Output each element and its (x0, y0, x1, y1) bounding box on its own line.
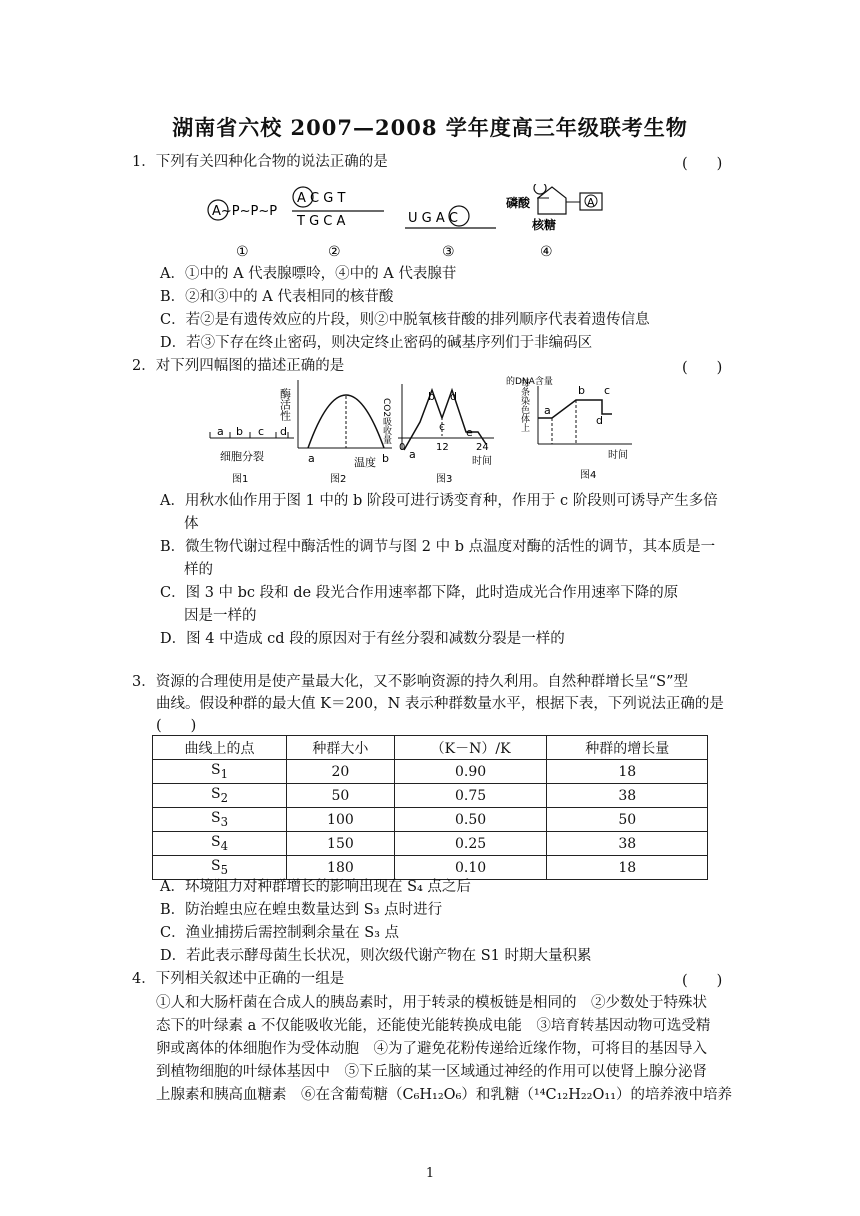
rna-strand: U G A C (408, 211, 458, 226)
dna-top-strand: A C G T (297, 191, 346, 206)
q1-option-c: C．若②是有遗传效应的片段，则②中脱氧核苷酸的排列顺序代表着遗传信息 (160, 312, 650, 328)
f3-point-d: d (450, 390, 457, 403)
q4-line-4: 到植物细胞的叶绿体基因中 ⑤下丘脑的某一区域通过神经的作用可以使肾上腺分泌肾 (156, 1064, 707, 1080)
q2-option-b-line2: 样的 (184, 562, 213, 578)
f4-point-d: d (596, 414, 603, 427)
table-cell-growth: 38 (547, 832, 708, 856)
figure-number-4: ④ (540, 244, 553, 260)
q4-line-5: 上腺素和胰高血糖素 ⑥在含葡萄糖（C₆H₁₂O₆）和乳糖（¹⁴C₁₂H₂₂O₁₁）的培养液中培养 (156, 1087, 733, 1103)
table-row (153, 808, 708, 832)
table-cell-growth: 38 (547, 784, 708, 808)
table-cell-point: $S_1$ (153, 760, 287, 784)
table-cell-ratio: 0.10 (394, 856, 547, 880)
table-row (153, 760, 708, 784)
q3-option-d: D．若此表示酵母菌生长状况，则次级代谢产物在 S1 时期大量积累 (160, 948, 592, 964)
f1-caption: 图1 (232, 474, 249, 485)
figure-number-2: ② (328, 244, 341, 260)
f4-point-c: c (604, 384, 611, 397)
figure-number-3: ③ (442, 244, 455, 260)
q1-option-b: B．②和③中的 A 代表相同的核苷酸 (160, 289, 394, 305)
f3-tick-24: 24 (476, 442, 489, 453)
table-cell-ratio: 0.25 (394, 832, 547, 856)
q4-stem: 4．下列相关叙述中正确的一组是 (132, 971, 345, 987)
q3-option-b: B．防治蝗虫应在蝗虫数量达到 S₃ 点时进行 (160, 902, 443, 918)
table-row (153, 832, 708, 856)
page-title: 湖南省六校 2007—2008 学年度高三年级联考生物 (172, 115, 688, 140)
table-header: 种群的增长量 (547, 736, 708, 760)
f1-label-d: d (280, 425, 287, 438)
figure-rna (405, 206, 496, 228)
f4-xlabel: 时间 (608, 450, 628, 461)
q2-answer-paren: ( ) (682, 360, 723, 376)
nucleotide-base: A (587, 196, 595, 209)
f3-point-c: c (439, 420, 446, 433)
q3-answer-paren: ( ) (156, 718, 197, 734)
q1-answer-paren: ( ) (682, 156, 723, 172)
f1-label-a: a (217, 425, 224, 438)
q1-stem: 1．下列有关四种化合物的说法正确的是 (132, 154, 388, 170)
f4-caption: 图4 (580, 470, 597, 481)
table-cell-ratio: 0.90 (394, 760, 547, 784)
table-header: 曲线上的点 (153, 736, 287, 760)
q4-answer-paren: ( ) (682, 973, 723, 989)
table-cell-point: $S_5$ (153, 856, 287, 880)
f3-tick-0: 0 (399, 442, 406, 453)
q1-molecule-figure (200, 184, 620, 260)
q2-figures (196, 372, 636, 488)
phosphate-label: 磷酸 (506, 196, 531, 210)
page-number: 1 (425, 1166, 435, 1181)
f3-ylabel: CO2吸收量 (381, 398, 391, 445)
f3-caption: 图3 (436, 474, 453, 485)
table-header: （K－N）/K (394, 736, 547, 760)
f2-point-a: a (308, 452, 315, 465)
figure-2 (279, 380, 393, 485)
table-cell-size: 100 (287, 808, 395, 832)
figure-1 (210, 425, 294, 485)
q4-line-3: 卵或离体的体细胞作为受体动胞 ④为了避免花粉传递给近缘作物，可将目的基因导入 (156, 1041, 707, 1057)
f2-ylabel: 酶活性 (278, 388, 292, 421)
figure-3 (381, 384, 494, 485)
f4-ylabel-dna: 的DNA含量 (506, 377, 553, 387)
q4-line-1: ①人和大肠杆菌在合成人的胰岛素时，用于转录的模板链是相同的 ②少数处于特殊状 (156, 995, 707, 1011)
q2-option-a-line1: A．用秋水仙作用于图 1 中的 b 阶段可进行诱变育种，作用于 c 阶段则可诱导产生多倍 (160, 493, 718, 509)
q1-option-d: D．若③下存在终止密码，则决定终止密码的碱基序列们于非编码区 (160, 335, 593, 351)
q4-line-2: 态下的叶绿素 a 不仅能吸收光能，还能使光能转换成电能 ③培育转基因动物可选受精 (156, 1018, 711, 1034)
f3-point-b: b (428, 390, 435, 403)
q3-stem-line2: 曲线。假设种群的最大值 K＝200，N 表示种群数量水平，根据下表，下列说法正确的是 (156, 696, 724, 712)
table-cell-growth: 50 (547, 808, 708, 832)
f1-xlabel: 细胞分裂 (220, 450, 264, 463)
f3-point-e: e (466, 426, 473, 439)
dna-bottom-strand: T G C A (297, 214, 346, 229)
table-row (153, 856, 708, 880)
q2-stem: 2．对下列四幅图的描述正确的是 (132, 358, 345, 374)
atp-text: A~P~P~P (212, 204, 278, 219)
f3-point-a: a (409, 448, 416, 461)
table-cell-size: 50 (287, 784, 395, 808)
table-cell-growth: 18 (547, 760, 708, 784)
f3-xlabel: 时间 (472, 456, 492, 467)
f1-label-c: c (258, 425, 265, 438)
sugar-label: 核糖 (532, 218, 557, 232)
figure-4 (506, 375, 632, 481)
f2-caption: 图2 (330, 474, 347, 485)
q3-option-a: A．环境阻力对种群增长的影响出现在 S₄ 点之后 (160, 879, 471, 895)
table-header-row (153, 736, 708, 760)
q3-stem-line1: 3．资源的合理使用是使产量最大化，又不影响资源的持久利用。自然种群增长呈“S”型 (132, 674, 688, 690)
q2-option-b-line1: B．微生物代谢过程中酶活性的调节与图 2 中 b 点温度对酶的活性的调节，其本质是一 (160, 539, 716, 555)
figure-number-1: ① (236, 244, 249, 260)
table-cell-ratio: 0.50 (394, 808, 547, 832)
table-cell-point: $S_4$ (153, 832, 287, 856)
q1-option-a: A．①中的 A 代表腺嘌呤，④中的 A 代表腺苷 (160, 266, 457, 282)
f4-ylabel-chromosome: 每条染色体上 (519, 378, 529, 432)
table-cell-size: 180 (287, 856, 395, 880)
table-header: 种群大小 (287, 736, 395, 760)
table-cell-growth: 18 (547, 856, 708, 880)
figure-atp (208, 200, 277, 220)
f2-xlabel: 温度 (354, 456, 376, 469)
f1-label-b: b (236, 425, 243, 438)
f4-point-a: a (544, 404, 551, 417)
q2-option-d: D．图 4 中造成 cd 段的原因对于有丝分裂和减数分裂是一样的 (160, 631, 565, 647)
table-cell-size: 150 (287, 832, 395, 856)
q2-option-c-line1: C．图 3 中 bc 段和 de 段光合作用速率都下降，此时造成光合作用速率下降的原 (160, 585, 679, 601)
table-cell-ratio: 0.75 (394, 784, 547, 808)
f3-tick-12: 12 (436, 442, 449, 453)
table-row (153, 784, 708, 808)
table-cell-point: $S_2$ (153, 784, 287, 808)
figure-dna (292, 187, 384, 229)
table-cell-point: $S_3$ (153, 808, 287, 832)
figure-nucleotide (506, 184, 602, 232)
q2-option-a-line2: 体 (184, 516, 199, 532)
q3-population-table (152, 735, 708, 880)
table-cell-size: 20 (287, 760, 395, 784)
q2-option-c-line2: 因是一样的 (184, 608, 257, 624)
q3-option-c: C．渔业捕捞后需控制剩余量在 S₃ 点 (160, 925, 400, 941)
f2-point-b: b (382, 452, 389, 465)
f4-point-b: b (578, 384, 585, 397)
